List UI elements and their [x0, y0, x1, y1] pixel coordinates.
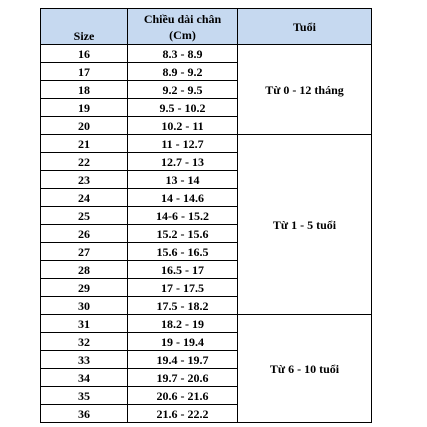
age-group-cell: Từ 6 - 10 tuổi	[238, 315, 372, 423]
header-foot-length	[128, 9, 238, 45]
age-group-cell: Từ 1 - 5 tuổi	[238, 135, 372, 315]
size-cell: 21	[41, 135, 128, 153]
foot-length-cell: 17 - 17.5	[128, 279, 238, 297]
size-cell: 17	[41, 63, 128, 81]
foot-length-cell: 8.3 - 8.9	[128, 45, 238, 63]
size-cell: 27	[41, 243, 128, 261]
size-cell: 29	[41, 279, 128, 297]
table-row	[41, 45, 372, 63]
size-cell: 36	[41, 405, 128, 423]
header-size: Size	[41, 9, 128, 45]
size-cell: 33	[41, 351, 128, 369]
foot-length-cell: 19.7 - 20.6	[128, 369, 238, 387]
size-cell: 31	[41, 315, 128, 333]
header-foot-length-line1: Chiều dài chân	[143, 11, 222, 26]
size-chart-table	[40, 8, 372, 423]
size-cell: 34	[41, 369, 128, 387]
size-cell: 24	[41, 189, 128, 207]
size-cell: 19	[41, 99, 128, 117]
foot-length-cell: 12.7 - 13	[128, 153, 238, 171]
foot-length-cell: 14 - 14.6	[128, 189, 238, 207]
size-cell: 28	[41, 261, 128, 279]
foot-length-cell: 14-6 - 15.2	[128, 207, 238, 225]
table-row	[41, 315, 372, 333]
foot-length-cell: 9.5 - 10.2	[128, 99, 238, 117]
size-cell: 25	[41, 207, 128, 225]
table-row	[41, 135, 372, 153]
size-cell: 22	[41, 153, 128, 171]
table-header	[41, 9, 372, 45]
foot-length-cell: 13 - 14	[128, 171, 238, 189]
foot-length-cell: 8.9 - 9.2	[128, 63, 238, 81]
foot-length-cell: 9.2 - 9.5	[128, 81, 238, 99]
size-cell: 32	[41, 333, 128, 351]
foot-length-cell: 15.6 - 16.5	[128, 243, 238, 261]
size-cell: 20	[41, 117, 128, 135]
foot-length-cell: 11 - 12.7	[128, 135, 238, 153]
foot-length-cell: 10.2 - 11	[128, 117, 238, 135]
size-cell: 16	[41, 45, 128, 63]
size-cell: 30	[41, 297, 128, 315]
header-row	[41, 9, 372, 45]
size-cell: 35	[41, 387, 128, 405]
size-cell: 26	[41, 225, 128, 243]
foot-length-cell: 18.2 - 19	[128, 315, 238, 333]
size-cell: 18	[41, 81, 128, 99]
foot-length-cell: 20.6 - 21.6	[128, 387, 238, 405]
header-foot-length-line2: (Cm)	[169, 27, 196, 42]
foot-length-cell: 19.4 - 19.7	[128, 351, 238, 369]
foot-length-cell: 16.5 - 17	[128, 261, 238, 279]
foot-length-cell: 21.6 - 22.2	[128, 405, 238, 423]
foot-length-cell: 15.2 - 15.6	[128, 225, 238, 243]
header-age: Tuổi	[238, 9, 372, 45]
foot-length-cell: 19 - 19.4	[128, 333, 238, 351]
table-body	[41, 45, 372, 423]
size-cell: 23	[41, 171, 128, 189]
foot-length-cell: 17.5 - 18.2	[128, 297, 238, 315]
age-group-cell: Từ 0 - 12 tháng	[238, 45, 372, 135]
